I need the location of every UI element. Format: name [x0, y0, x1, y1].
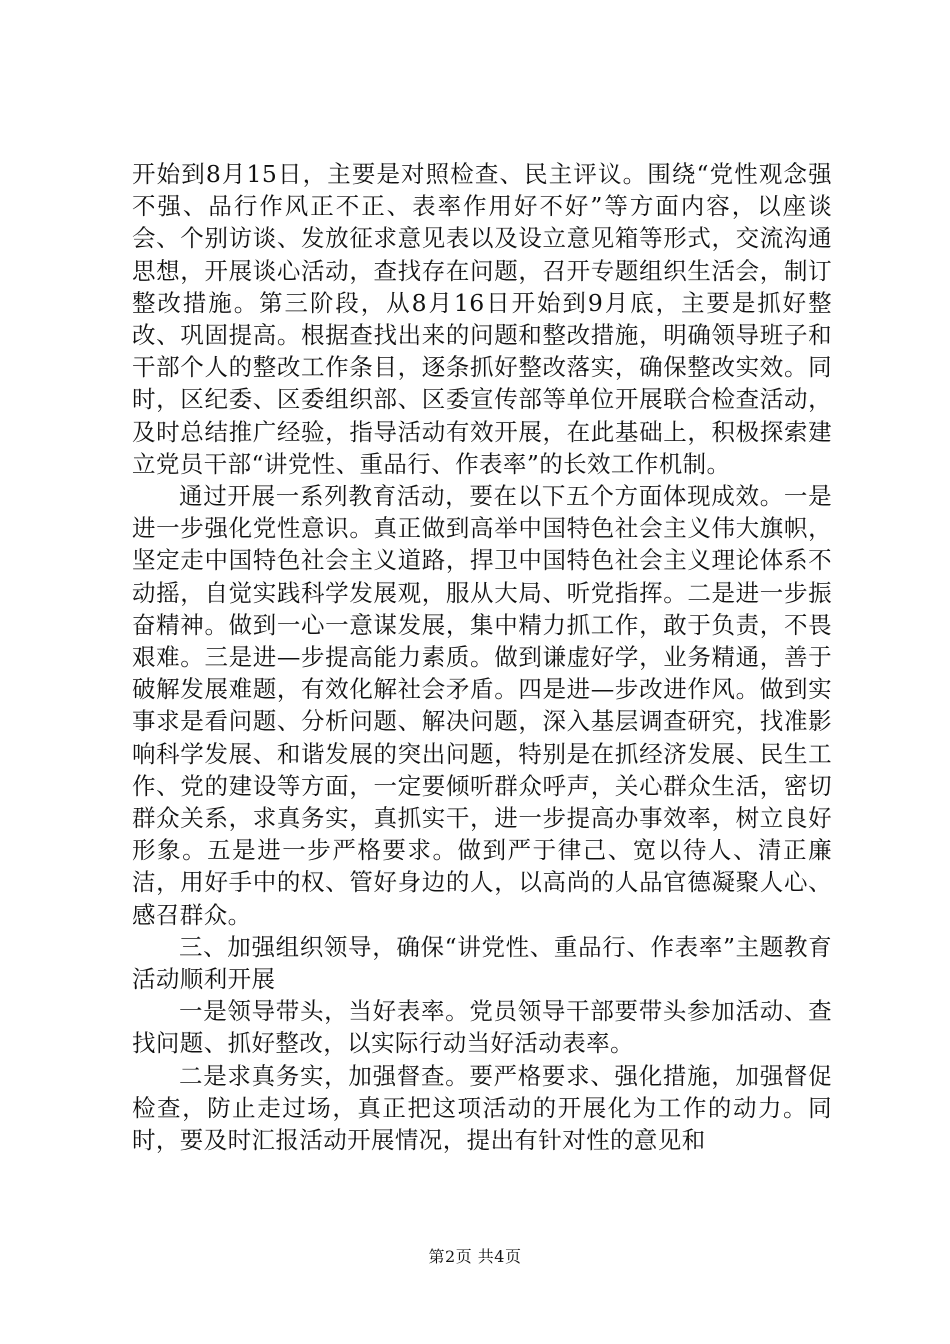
- paragraph-2: 通过开展一系列教育活动，要在以下五个方面体现成效。一是进一步强化党性意识。真正做到高举中国特色社会主义伟大旗帜，坚定走中国特色社会主义道路，捍卫中国特色社会主义理论体系不动摇，自觉实践科学发展观，服从大局、听党指挥。二是进一步振奋精神。做到一心一意谋发展，集中精力抓工作，敢于负责，不畏艰难。三是进—步提高能力素质。做到谦虚好学，业务精通，善于破解发展难题，有效化解社会矛盾。四是进—步改进作风。做到实事求是看问题、分析问题、解决问题，深入基层调查研究，找准影响科学发展、和谐发展的突出问题，特别是在抓经济发展、民生工作、党的建设等方面，一定要倾听群众呼声，关心群众生活，密切群众关系，求真务实，真抓实干，进一步提高办事效率，树立良好形象。五是进一步严格要求。做到严于律己、宽以待人、清正廉洁，用好手中的权、管好身边的人，以高尚的人品官德凝聚人心、感召群众。: [132, 482, 832, 929]
- document-body: [132, 158, 832, 1156]
- section-heading-3: 三、加强组织领导，确保“讲党性、重品行、作表率”主题教育活动顺利开展: [132, 932, 832, 994]
- page-number-footer: 第2页 共4页: [428, 1247, 522, 1266]
- paragraph-1: 开始到8月15日，主要是对照检查、民主评议。围绕“党性观念强不强、品行作风正不正、表率作用好不好”等方面内容，以座谈会、个别访谈、发放征求意见表以及设立意见箱等形式，交流沟通思想，开展谈心活动，查找存在问题，召开专题组织生活会，制订整改措施。第三阶段，从8月16日开始到9月底，主要是抓好整改、巩固提高。根据查找出来的问题和整改措施，明确领导班子和干部个人的整改工作条目，逐条抓好整改落实，确保整改实效。同时，区纪委、区委组织部、区委宣传部等单位开展联合检查活动，及时总结推广经验，指导活动有效开展，在此基础上，积极探索建立党员干部“讲党性、重品行、作表率”的长效工作机制。: [132, 160, 832, 478]
- paragraph-4: 一是领导带头，当好表率。党员领导干部要带头参加活动、查找问题、抓好整改，以实际行动当好活动表率。: [132, 997, 832, 1058]
- paragraph-5: 二是求真务实，加强督查。要严格要求、强化措施，加强督促检查，防止走过场，真正把这项活动的开展化为工作的动力。同时，要及时汇报活动开展情况，提出有针对性的意见和: [132, 1061, 832, 1155]
